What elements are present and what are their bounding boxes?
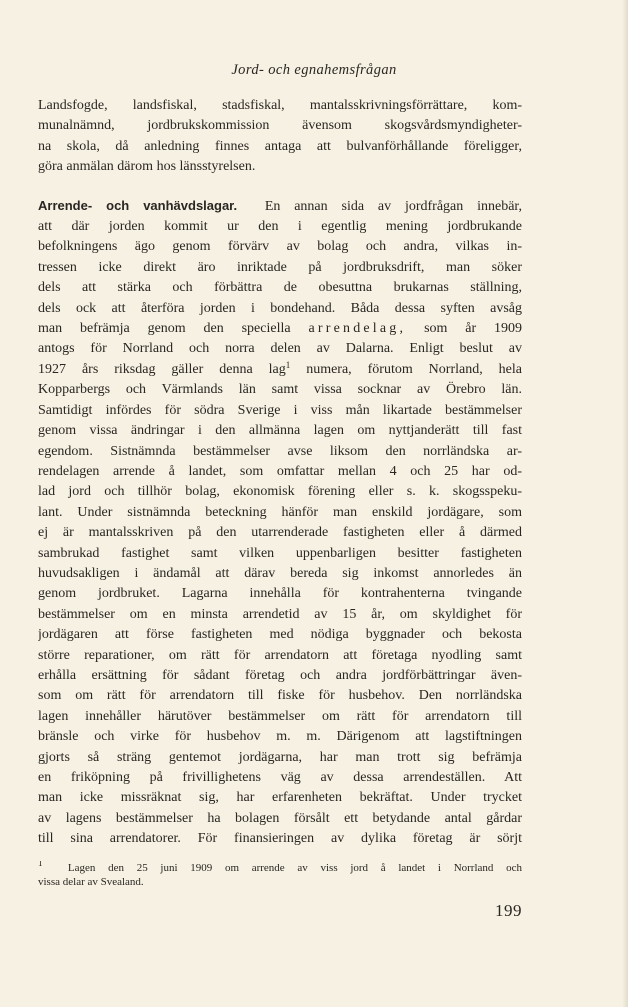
- text-line: Samtidigt infördes för södra Sverige i viss mån likartade bestämmelser: [38, 402, 522, 418]
- text-fragment: 1927 års riksdag gäller denna lag: [38, 361, 286, 377]
- text-line: rendelagen arrende å landet, som omfattar mellan 4 och 25 har od-: [38, 463, 522, 479]
- text-line: erhålla ersättning för sådant företag och andra jordförbättringar även-: [38, 667, 522, 683]
- text-line: Landsfogde, landsfiskal, stadsfiskal, mantalsskrivningsförrättare, kom-: [38, 98, 522, 113]
- text-line: genom vissa ändringar i den allmänna lagen om nyttjanderätt till fast: [38, 423, 522, 439]
- footnote-line: [38, 861, 522, 875]
- text-line: tressen icke direkt äro inriktade på jordbruksdrift, man söker: [38, 259, 522, 275]
- text-line: jordägaren att förse fastigheten med nödiga byggnader och bekosta: [38, 627, 522, 643]
- text-line: na skola, då anledning finnes antaga att bulvanförhållande föreligger,: [38, 138, 522, 154]
- emphasized-term: arrendelag,: [308, 321, 407, 337]
- text-line: göra anmälan därom hos länsstyrelsen.: [38, 159, 256, 175]
- text-line: [38, 319, 522, 339]
- text-line: som om rätt för arrendatorn till fiske för husbehov. Den norrländska: [38, 688, 522, 704]
- text-line: befolkningens ägo genom förvärv av bolag och andra, vilkas in-: [38, 239, 522, 255]
- text-fragment: man befrämja genom den speciella: [38, 321, 291, 337]
- body-text: [38, 96, 522, 850]
- footnote-reference[interactable]: 1: [285, 359, 291, 370]
- paragraph-2: [38, 196, 522, 850]
- text-line: [38, 360, 522, 380]
- footnote: [38, 861, 522, 889]
- text-line: egendom. Sistnämnda bestämmelser avse liksom den norrländska ar-: [38, 443, 522, 459]
- text-line: Kopparbergs och Värmlands län samt vissa socknar av Örebro län.: [38, 382, 522, 398]
- page-edge-shadow: [622, 0, 628, 1007]
- text-line: lagen innehåller härutöver bestämmelser om rätt för arrendatorn till: [38, 708, 522, 724]
- text-line: huvudsakligen i ändamål att därav bereda sig inkomst annorledes än: [38, 565, 522, 581]
- text-line: av lagens bestämmelser ha bolagen försålt ett betydande antal gårdar: [38, 810, 522, 826]
- footnote-text: Lagen den 25 juni 1909 om arrende av viss jord å landet i Norrland och: [67, 862, 522, 874]
- footnote-line: vissa delar av Svealand.: [38, 876, 144, 888]
- section-heading: Arrende- och vanhävdslagar.: [38, 197, 238, 213]
- text-line: lad jord och tillhör bolag, ekonomisk förening eller s. k. skogsspeku-: [38, 484, 522, 500]
- text-fragment: En annan sida av jordfrågan innebär,: [264, 198, 522, 214]
- text-line: sambrukad fastighet samt vilken uppenbarligen besitter fastigheten: [38, 545, 522, 561]
- paragraph-gap: [38, 178, 522, 196]
- text-line: [38, 196, 522, 217]
- running-header: Jord- och egnahemsfrågan: [231, 62, 397, 78]
- text-line: antogs för Norrland och norra delen av Dalarna. Enligt beslut av: [38, 341, 522, 357]
- text-line: gjorts så sträng gentemot jordägarna, har man trott sig befrämja: [38, 749, 522, 765]
- text-fragment: som år 1909: [424, 321, 522, 337]
- page-number: 199: [495, 901, 522, 920]
- text-line: ej är mantalsskriven på den utarrenderade fastigheten eller å därmed: [38, 525, 522, 541]
- text-line: att där jorden kommit ur den i egentlig mening jordbrukande: [38, 219, 522, 235]
- text-line: munalnämnd, jordbrukskommission ävensom skogsvårdsmyndigheter-: [38, 118, 522, 134]
- text-line: större reparationer, om rätt för arrendatorn att företaga nyodling samt: [38, 647, 522, 663]
- paragraph-1: [38, 96, 522, 178]
- text-line: genom jordbruket. Lagarna innehålla för kontrahenterna tvingande: [38, 586, 522, 602]
- text-line: bränsle och virke för husbehov m. m. Därigenom att lagstiftningen: [38, 729, 522, 745]
- text-fragment: numera, förutom Norrland, hela: [306, 361, 522, 377]
- text-line: dels ock att återföra jorden i bondehand. Båda dessa syften avsåg: [38, 300, 522, 316]
- text-line: dels att stärka och förbättra de obesuttna brukarnas ställning,: [38, 280, 522, 296]
- text-line: bestämmelser om en minsta arrendetid av 15 år, om skyldighet för: [38, 606, 522, 622]
- text-line: en friköpning på frivillighetens väg av dessa arrendeställen. Att: [38, 770, 522, 785]
- footnote-marker: 1: [38, 861, 43, 868]
- text-line: lant. Under sistnämnda beteckning hänför man enskild jordägare, som: [38, 504, 522, 520]
- text-line: man icke missräknat sig, har erfarenheten bekräftat. Under trycket: [38, 790, 522, 806]
- text-line: till sina arrendatorer. För finansieringen av dylika företag är sörjt: [38, 831, 522, 847]
